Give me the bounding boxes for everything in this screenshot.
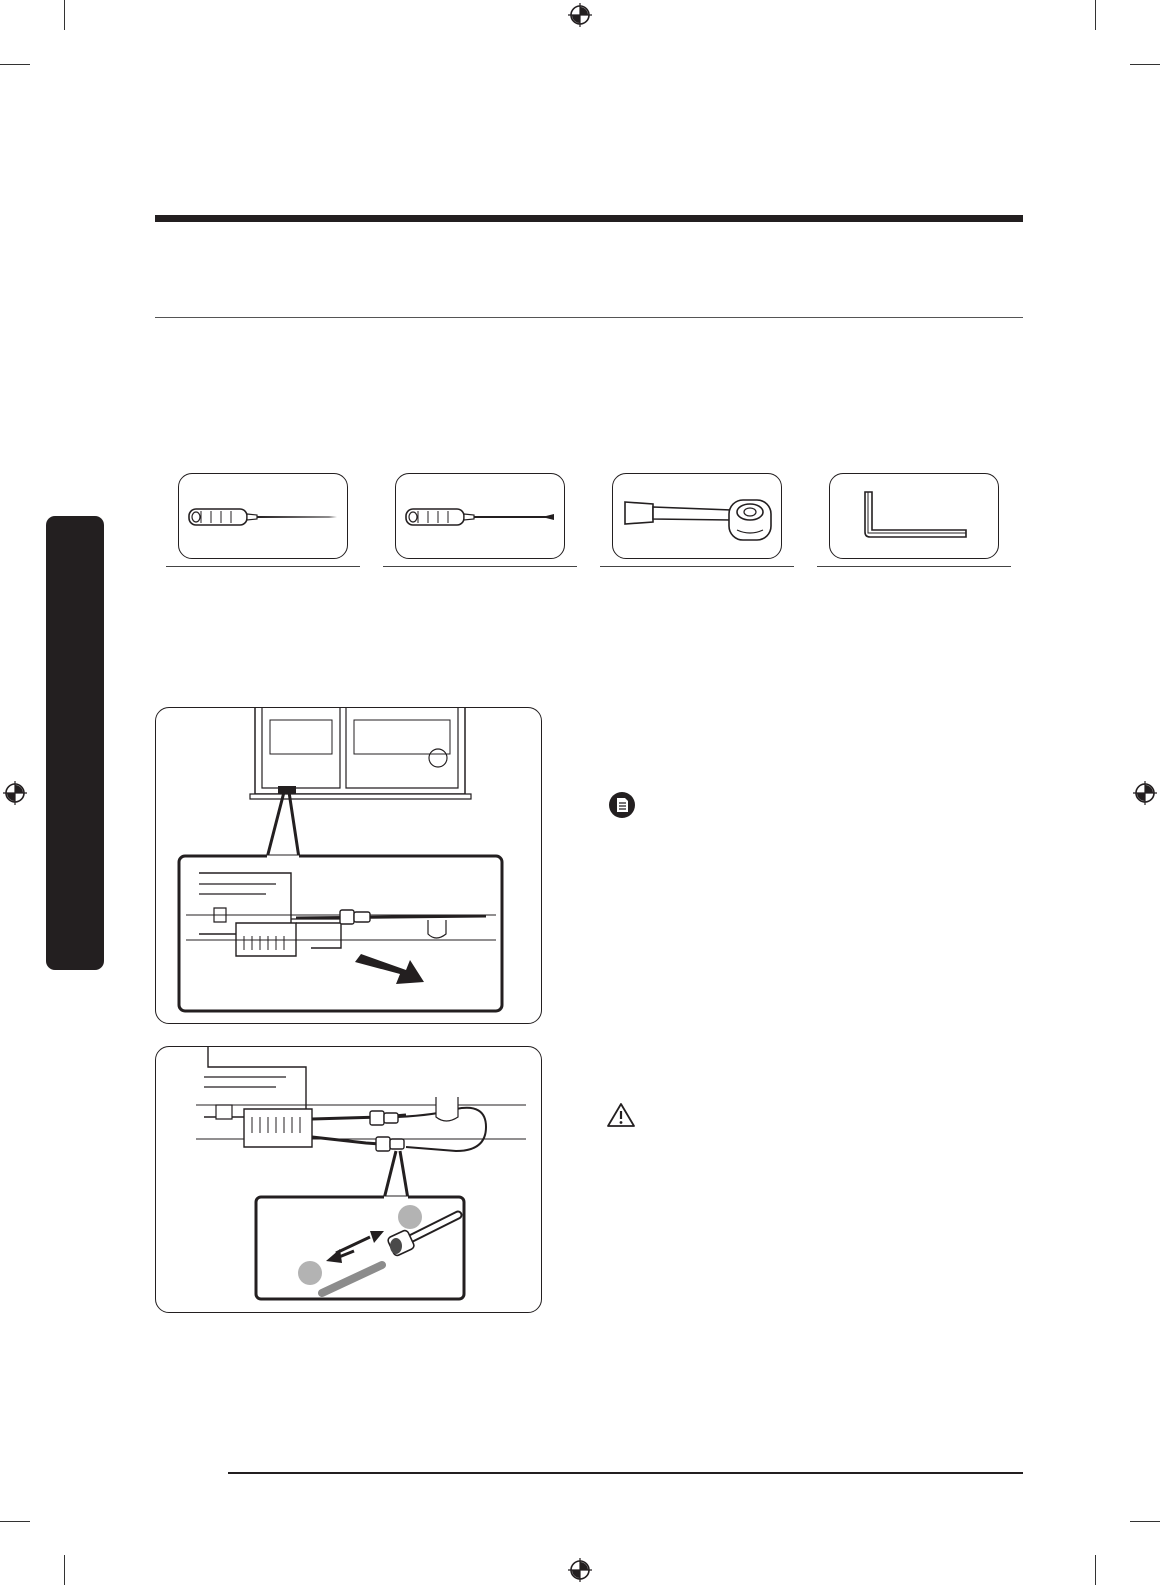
footer-rule: [228, 1472, 1023, 1474]
tool-card-hex-key: [829, 473, 999, 559]
phillips-screwdriver-icon: [179, 474, 347, 558]
crop-mark: [64, 1555, 65, 1585]
hex-key-icon: [830, 474, 998, 558]
tool-card-flathead: [395, 473, 565, 559]
registration-mark-icon: [567, 1557, 593, 1583]
tube-disconnect-illustration: [156, 1047, 541, 1312]
registration-mark-icon: [2, 780, 28, 806]
crop-mark: [1095, 0, 1096, 30]
registration-mark-icon: [567, 2, 593, 28]
registration-mark-icon: [1132, 780, 1158, 806]
crop-mark: [1130, 64, 1160, 65]
tool-label-line: [600, 566, 794, 567]
crop-mark: [1095, 1555, 1096, 1585]
flat-screwdriver-icon: [396, 474, 564, 558]
crop-mark: [0, 1521, 30, 1522]
chapter-side-tab: [46, 516, 104, 970]
section-divider: [155, 317, 1023, 318]
water-line-fitting-illustration: [156, 708, 541, 1023]
tool-card-phillips: [178, 473, 348, 559]
caution-icon: [606, 1100, 636, 1130]
crop-mark: [64, 0, 65, 30]
tool-card-socket-wrench: [612, 473, 782, 559]
tool-label-line: [383, 566, 577, 567]
tool-label-line: [166, 566, 360, 567]
step-b-marker: [398, 1205, 422, 1229]
illustration-panel-tube-disconnect: [155, 1046, 542, 1313]
crop-mark: [0, 64, 30, 65]
socket-wrench-icon: [613, 474, 781, 558]
illustration-panel-water-line: [155, 707, 542, 1024]
note-icon: [607, 790, 637, 820]
crop-mark: [1130, 1521, 1160, 1522]
step-a-marker: [298, 1261, 322, 1285]
tool-label-line: [817, 566, 1011, 567]
header-rule: [155, 215, 1023, 222]
